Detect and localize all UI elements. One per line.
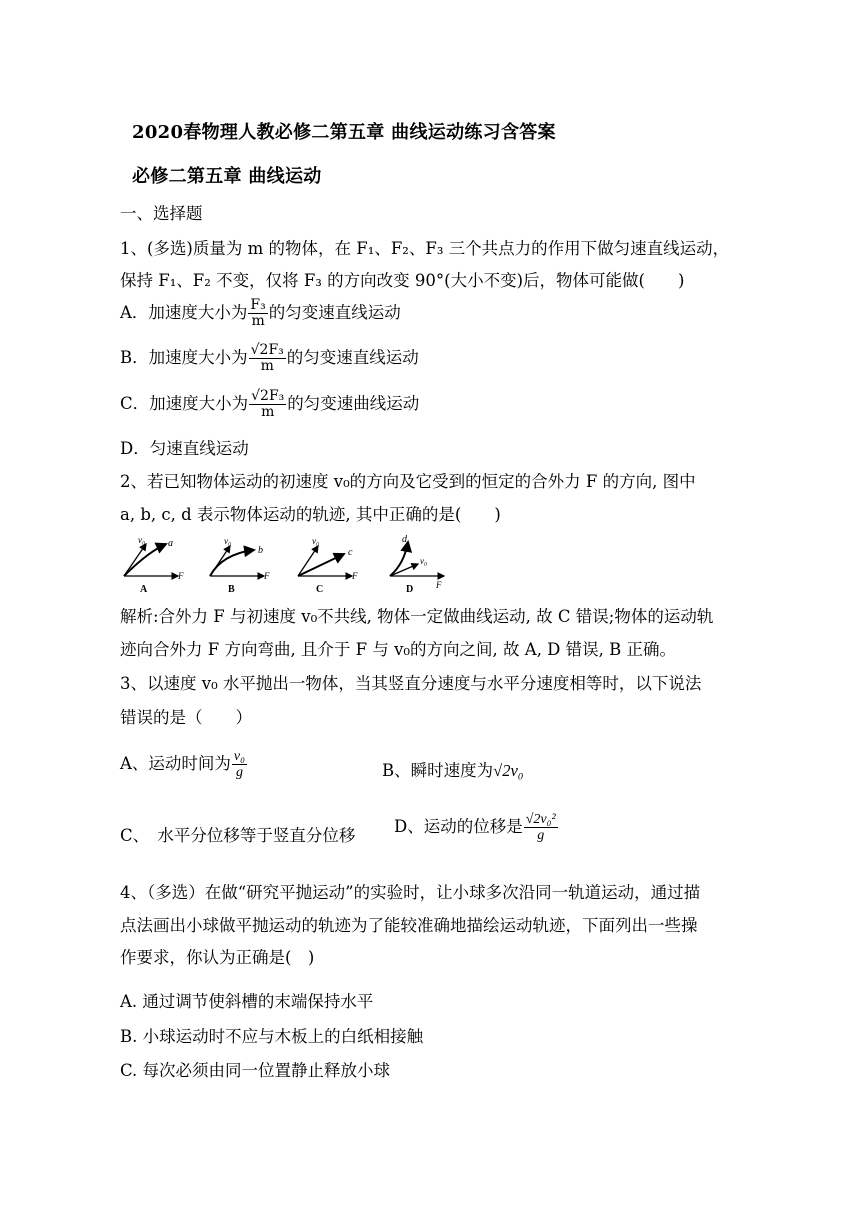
label-D: D (406, 584, 414, 595)
diagram-c (298, 536, 358, 595)
label-c: c (348, 547, 353, 558)
diagram-a (124, 535, 184, 595)
fraction: $\frac{\text{√2v₀²}}{g}$ (525, 812, 556, 843)
q1-option-a: A．加速度大小为 $\frac{\text{F₃}}{m}$ 的匀变速直线运动 (120, 297, 401, 329)
q4-option-a: A. 通过调节使斜槽的末端保持水平 (120, 992, 374, 1011)
q1-option-c: C．加速度大小为 $\frac{\text{√2F₃}}{m}$ 的匀变速曲线运动 (120, 388, 420, 420)
q2-analysis-line2: 迹向合外力 F 方向弯曲, 且介于 F 与 v₀的方向之间, 故 A, D 错误, B 正确。 (120, 640, 677, 659)
label-b: b (258, 545, 263, 556)
label-v0: v₀ (224, 536, 232, 546)
label-f: F (352, 571, 358, 581)
label-B: B (228, 584, 235, 595)
q1-option-b: B．加速度大小为 $\frac{\text{√2F₃}}{m}$ 的匀变速直线运动 (120, 342, 419, 374)
trajectory-diagrams (118, 534, 448, 596)
fraction: $\frac{\text{√2F₃}}{m}$ (250, 342, 284, 374)
subtitle: 必修二第五章 曲线运动 (132, 166, 322, 187)
label-f: F (436, 580, 442, 590)
q2-analysis-line1: 解析:合外力 F 与初速度 v₀不共线, 物体一定做曲线运动, 故 C 错误;物体的运动轨 (120, 607, 714, 626)
q4-option-b: B. 小球运动时不应与木板上的白纸相接触 (120, 1027, 424, 1046)
section-heading: 一、选择题 (120, 204, 203, 223)
q3-option-d: D、运动的位移是 $\frac{\text{√2v₀²}}{g}$ (394, 812, 556, 843)
q4-stem-line2: 点法画出小球做平抛运动的轨迹为了能较准确地描绘运动轨迹，下面列出一些操 (120, 916, 698, 935)
label-d: d (402, 534, 407, 545)
label-v0: v₀ (312, 536, 320, 546)
q1-stem-line1: 1、(多选)质量为 m 的物体，在 F₁、F₂、F₃ 三个共点力的作用下做匀速直线运动， (120, 239, 730, 258)
diagram-b (210, 536, 270, 595)
label-v0: v₀ (138, 535, 146, 545)
label-f: F (264, 571, 270, 581)
q3-option-c: C、 水平分位移等于竖直分位移 (120, 826, 356, 845)
q3-stem-line1: 3、以速度 v₀ 水平抛出一物体，当其竖直分速度与水平分速度相等时，以下说法 (120, 674, 702, 693)
q1-option-d: D．匀速直线运动 (120, 439, 249, 458)
q4-stem-line3: 作要求，你认为正确是( ) (120, 948, 315, 967)
label-f: F (178, 571, 184, 581)
diagram-d (390, 534, 444, 595)
q1-stem-line2: 保持 F₁、F₂ 不变，仅将 F₃ 的方向改变 90°(大小不变)后，物体可能做( ) (120, 271, 685, 290)
fraction: $\frac{\text{√2F₃}}{m}$ (251, 388, 285, 420)
fraction: $\frac{\text{F₃}}{m}$ (250, 297, 266, 329)
q3-option-b: B、瞬时速度为√2v₀ (382, 761, 524, 780)
label-C: C (316, 584, 324, 595)
q3-option-a: A、运动时间为 $\frac{\text{v₀}}{g}$ (120, 749, 246, 780)
q2-stem-line1: 2、若已知物体运动的初速度 v₀的方向及它受到的恒定的合外力 F 的方向, 图中 (120, 472, 696, 491)
q4-stem-line1: 4、（多选）在做“研究平抛运动”的实验时，让小球多次沿同一轨道运动，通过描 (120, 883, 701, 902)
q2-stem-line2: a, b, c, d 表示物体运动的轨迹, 其中正确的是( ) (120, 505, 501, 524)
q3-stem-line2: 错误的是（ ） (120, 708, 252, 727)
fraction: $\frac{\text{v₀}}{g}$ (233, 749, 246, 780)
q4-option-c: C. 每次必须由同一位置静止释放小球 (120, 1061, 391, 1080)
label-a: a (168, 538, 173, 549)
doc-title: 2020春物理人教必修二第五章 曲线运动练习含答案 (132, 122, 556, 143)
label-v0: v₀ (420, 556, 428, 566)
label-A: A (140, 584, 148, 595)
